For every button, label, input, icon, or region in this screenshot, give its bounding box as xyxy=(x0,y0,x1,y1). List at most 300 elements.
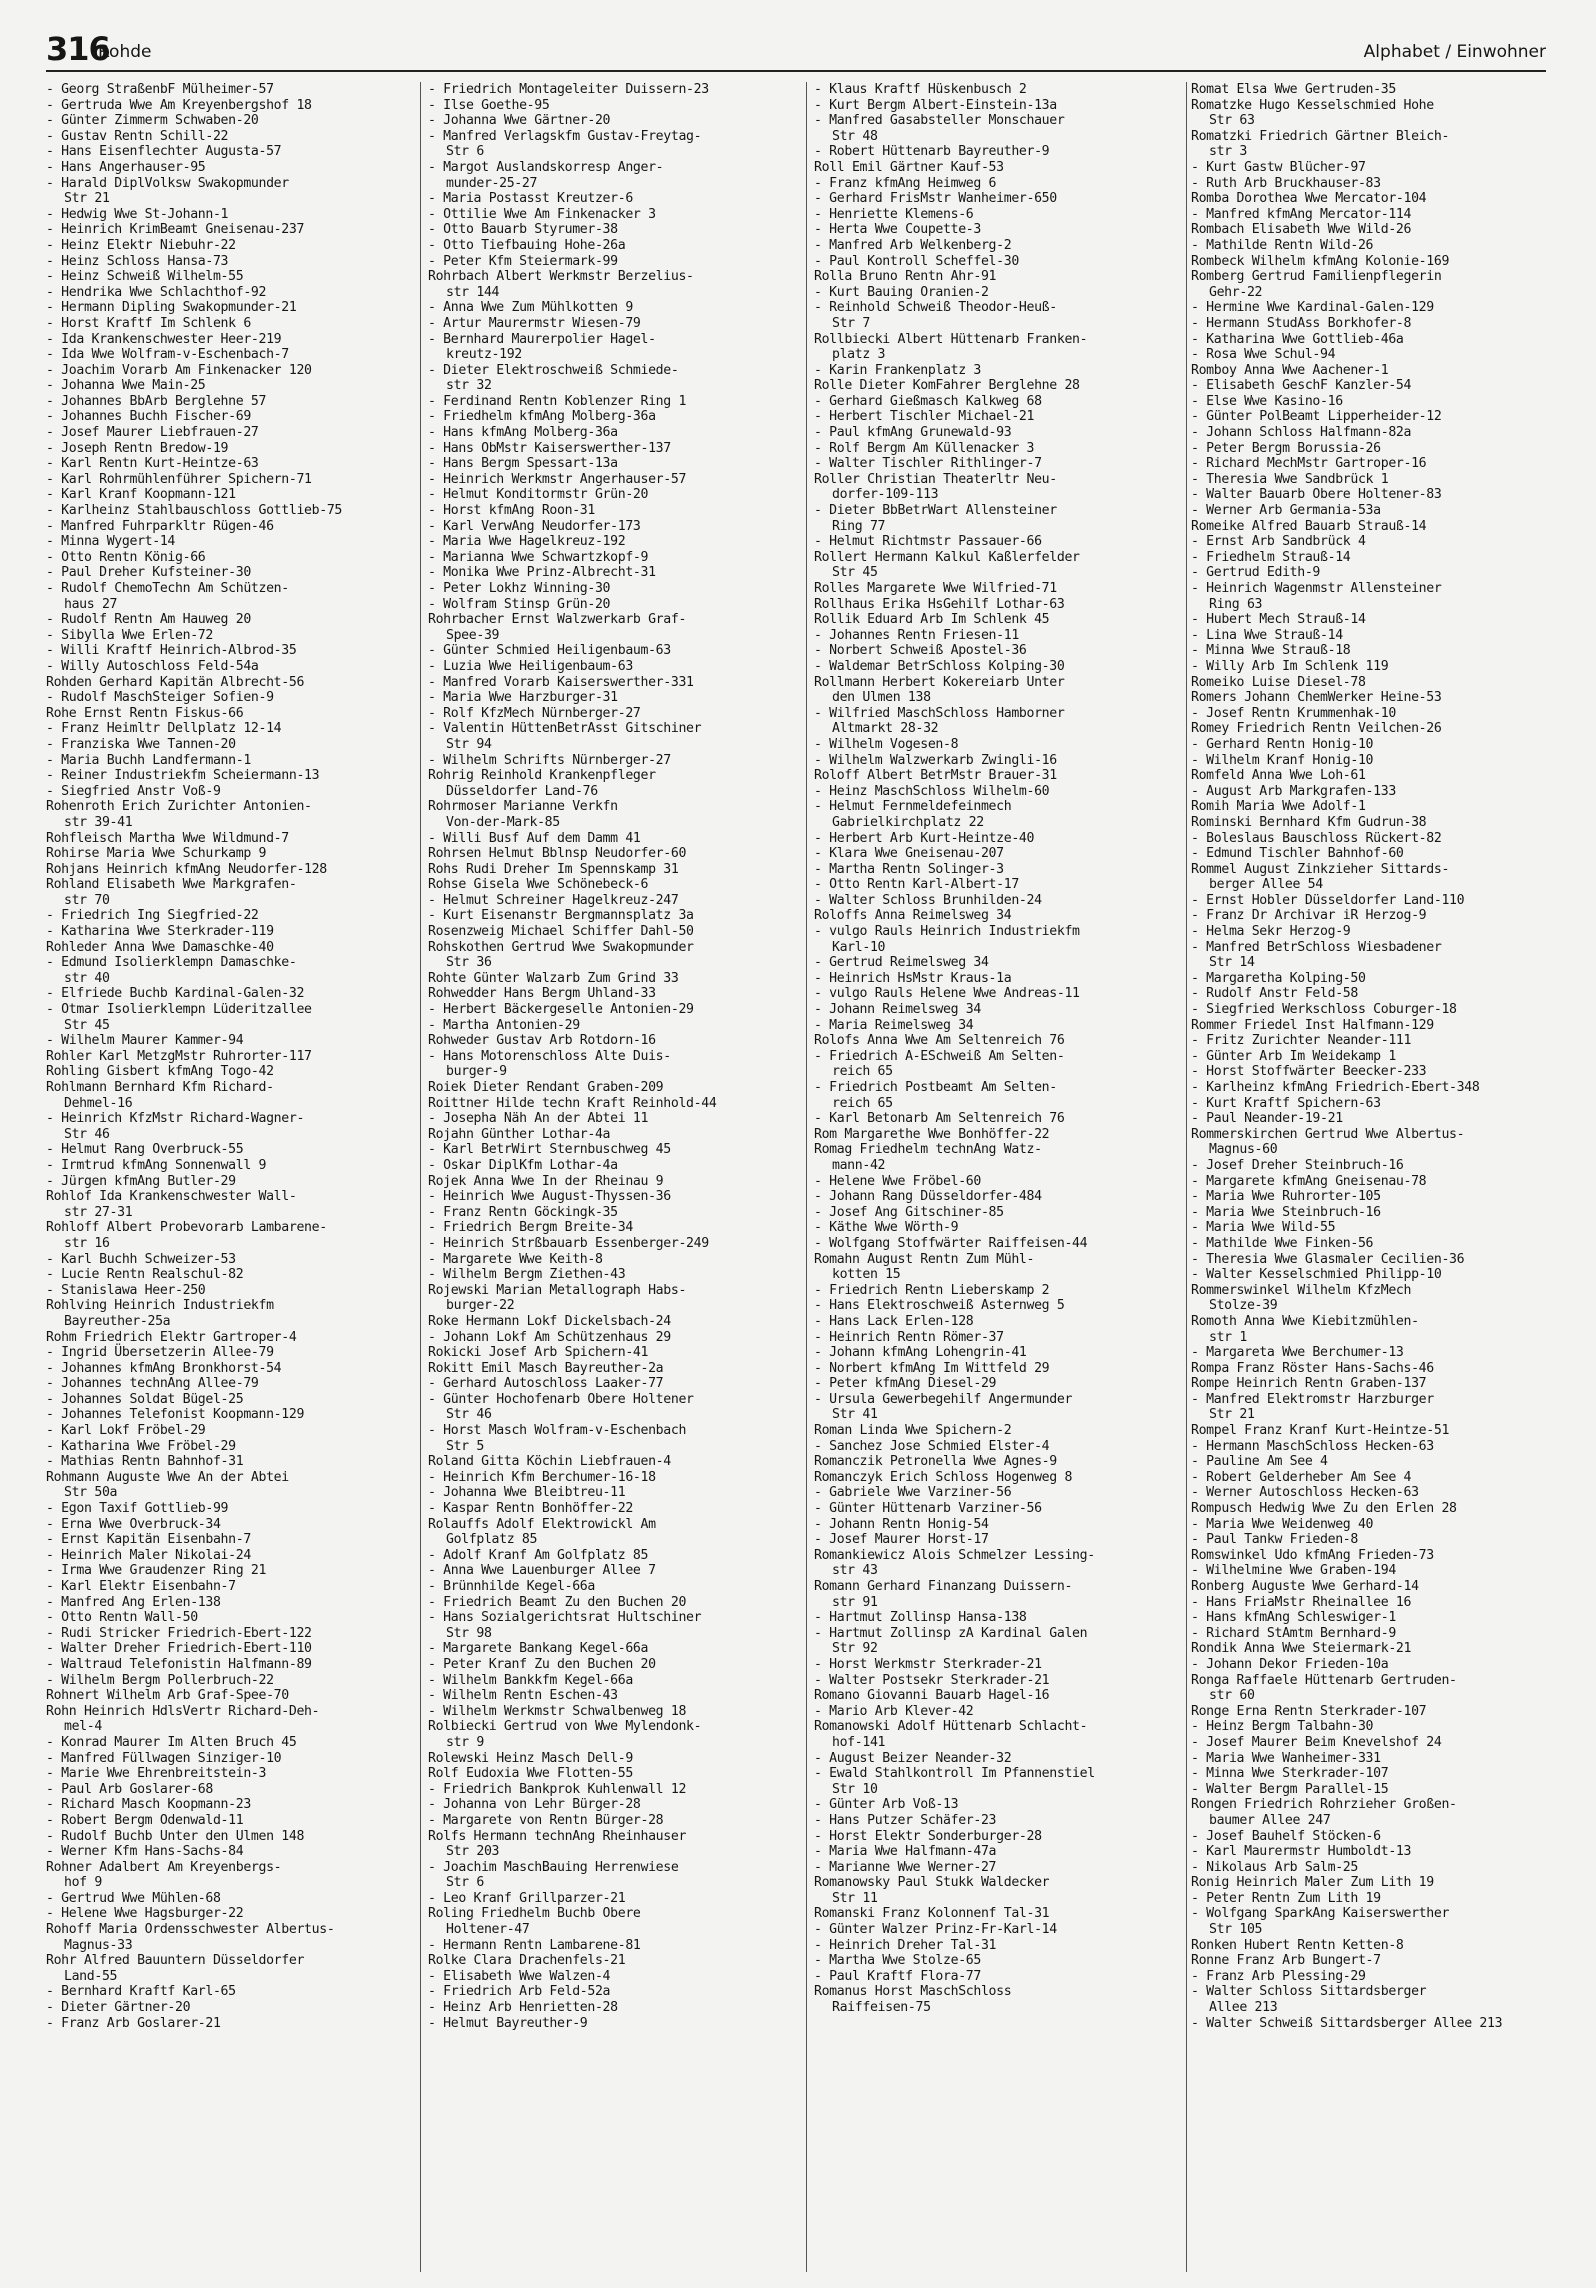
directory-entry xyxy=(46,487,416,503)
entry-line: Rohm Friedrich Elektr Gartroper-4 xyxy=(46,1329,297,1345)
directory-entry xyxy=(1191,332,1563,348)
directory-entry xyxy=(46,332,416,348)
entry-line: Rokitt Emil Masch Bayreuther-2a xyxy=(428,1360,664,1376)
entry-line: - Ernst Hobler Düsseldorfer Land-110 xyxy=(1191,892,1465,908)
entry-line: Romers Johann ChemWerker Heine-53 xyxy=(1191,690,1442,706)
entry-line: - Monika Wwe Prinz-Albrecht-31 xyxy=(428,565,656,581)
entry-line: Romberg Gertrud Familienpflegerin xyxy=(1191,269,1442,285)
directory-entry xyxy=(814,409,1184,425)
entry-line: Rominski Bernhard Kfm Gudrun-38 xyxy=(1191,814,1427,830)
entry-continuation: Str 94 xyxy=(446,736,492,752)
entry-line: - Friedhelm Strauß-14 xyxy=(1191,549,1351,565)
directory-entry xyxy=(46,1283,416,1299)
entry-line: - Hedwig Wwe St-Johann-1 xyxy=(46,206,229,222)
entry-line: - Maria Buchh Landfermann-1 xyxy=(46,752,251,768)
entry-line: Rohskothen Gertrud Wwe Swakopmunder xyxy=(428,939,694,955)
entry-line: - Irmtrud kfmAng Sonnenwall 9 xyxy=(46,1157,267,1173)
directory-entry xyxy=(428,565,798,581)
entry-line: - Richard StAmtm Bernhard-9 xyxy=(1191,1625,1396,1641)
entry-line: - Josef Dreher Steinbruch-16 xyxy=(1191,1157,1404,1173)
entry-continuation: Holtener-47 xyxy=(446,1922,530,1938)
entry-line: - Friedrich Arb Feld-52a xyxy=(428,1984,611,2000)
entry-line: - Ruth Arb Bruckhauser-83 xyxy=(1191,175,1381,191)
entry-line: - Elfriede Buchb Kardinal-Galen-32 xyxy=(46,986,305,1002)
entry-line: - Gerhard Rentn Honig-10 xyxy=(1191,736,1374,752)
entry-line: - August Arb Markgrafen-133 xyxy=(1191,783,1396,799)
directory-entry xyxy=(814,1345,1184,1361)
directory-entry xyxy=(46,316,416,332)
entry-line: - Luzia Wwe Heiligenbaum-63 xyxy=(428,658,633,674)
directory-entry xyxy=(428,394,798,410)
directory-entry xyxy=(1191,659,1563,675)
directory-entry xyxy=(1191,1766,1563,1782)
entry-continuation: Land-55 xyxy=(64,1968,118,1984)
entry-line: - Leo Kranf Grillparzer-21 xyxy=(428,1890,626,1906)
entry-line: - Peter Kfm Steiermark-99 xyxy=(428,253,618,269)
directory-entry xyxy=(814,1236,1184,1252)
directory-entry xyxy=(428,1158,798,1174)
directory-entry xyxy=(1191,1844,1563,1860)
directory-entry xyxy=(46,269,416,285)
entry-line: - Horst Stoffwärter Beecker-233 xyxy=(1191,1064,1427,1080)
entry-continuation: Gabrielkirchplatz 22 xyxy=(832,814,984,830)
entry-line: Rolofs Anna Wwe Am Seltenreich 76 xyxy=(814,1033,1065,1049)
entry-line: Rollik Eduard Arb Im Schlenk 45 xyxy=(814,612,1050,628)
directory-entry xyxy=(46,1189,416,1220)
directory-entry xyxy=(1191,706,1563,722)
directory-entry xyxy=(428,643,798,659)
directory-entry xyxy=(46,1922,416,1953)
directory-entry xyxy=(46,1423,416,1439)
column-divider xyxy=(806,82,807,2272)
directory-entry xyxy=(814,1314,1184,1330)
entry-line: - Kaspar Rentn Bonhöffer-22 xyxy=(428,1501,633,1517)
entry-line: - Theresia Wwe Glasmaler Cecilien-36 xyxy=(1191,1251,1465,1267)
directory-entry xyxy=(814,472,1184,503)
entry-line: - Anna Wwe Lauenburger Allee 7 xyxy=(428,1563,656,1579)
entry-line: - Heinrich Maler Nikolai-24 xyxy=(46,1547,251,1563)
entry-line: - Josef Maurer Liebfrauen-27 xyxy=(46,425,259,441)
entry-line: - Gerhard Autoschloss Laaker-77 xyxy=(428,1376,664,1392)
entry-line: - Heinz Elektr Niebuhr-22 xyxy=(46,237,236,253)
entry-continuation: Str 98 xyxy=(446,1625,492,1641)
directory-entry xyxy=(428,534,798,550)
directory-entry xyxy=(1191,862,1563,893)
entry-line: Rollert Hermann Kalkul Kaßlerfelder xyxy=(814,549,1080,565)
entry-line: Rohoff Maria Ordensschwester Albertus- xyxy=(46,1922,335,1938)
entry-line: - Günter Hüttenarb Varziner-56 xyxy=(814,1501,1042,1517)
directory-entry xyxy=(1191,815,1563,831)
entry-line: Romatzke Hugo Kesselschmied Hohe xyxy=(1191,97,1434,113)
entry-line: - Käthe Wwe Wörth-9 xyxy=(814,1220,959,1236)
entry-line: Romey Friedrich Rentn Veilchen-26 xyxy=(1191,721,1442,737)
directory-entry xyxy=(46,144,416,160)
entry-line: - Fritz Zurichter Neander-111 xyxy=(1191,1033,1412,1049)
directory-entry xyxy=(46,1813,416,1829)
entry-line: Rohrmoser Marianne Verkfn xyxy=(428,799,618,815)
directory-entry xyxy=(46,534,416,550)
directory-entry xyxy=(1191,1392,1563,1423)
directory-entry xyxy=(46,1267,416,1283)
directory-entry xyxy=(46,98,416,114)
directory-entry xyxy=(428,706,798,722)
directory-entry xyxy=(814,1751,1184,1767)
directory-entry xyxy=(1191,300,1563,316)
entry-line: Romfeld Anna Wwe Loh-61 xyxy=(1191,768,1366,784)
entry-line: - Norbert Schweiß Apostel-36 xyxy=(814,643,1027,659)
directory-entry xyxy=(1191,1751,1563,1767)
directory-entry xyxy=(428,207,798,223)
entry-line: - Josef Rentn Krummenhak-10 xyxy=(1191,705,1396,721)
directory-entry xyxy=(428,986,798,1002)
directory-entry xyxy=(46,1517,416,1533)
directory-entry xyxy=(46,1860,416,1891)
directory-entry xyxy=(1191,441,1563,457)
entry-line: - Rudolf ChemoTechn Am Schützen- xyxy=(46,581,289,596)
entry-line: - Herbert Bäckergeselle Antonien-29 xyxy=(428,1002,694,1018)
entry-line: Rojek Anna Wwe In der Rheinau 9 xyxy=(428,1173,664,1189)
entry-line: - Oskar DiplKfm Lothar-4a xyxy=(428,1157,618,1173)
entry-continuation: haus 27 xyxy=(64,596,118,612)
entry-continuation: str 27-31 xyxy=(64,1204,133,1220)
directory-entry xyxy=(814,441,1184,457)
entry-line: - Peter Bergm Borussia-26 xyxy=(1191,440,1381,456)
entry-line: - Otto Rentn Wall-50 xyxy=(46,1610,198,1626)
entry-line: - Maria Wwe Harzburger-31 xyxy=(428,690,618,706)
directory-entry xyxy=(1191,1969,1563,1985)
directory-entry xyxy=(428,98,798,114)
entry-line: Roland Gitta Köchin Liebfrauen-4 xyxy=(428,1454,671,1470)
entry-line: - Joachim MaschBauing Herrenwiese xyxy=(428,1859,679,1875)
directory-entry xyxy=(814,534,1184,550)
entry-line: - Otto Tiefbauing Hohe-26a xyxy=(428,237,626,253)
directory-entry xyxy=(1191,986,1563,1002)
entry-line: - Wolfram Stinsp Grün-20 xyxy=(428,596,611,612)
entry-line: - Rosa Wwe Schul-94 xyxy=(1191,347,1336,363)
entry-line: - Karl Buchh Schweizer-53 xyxy=(46,1251,236,1267)
entry-line: - Rolf Bergm Am Küllenacker 3 xyxy=(814,440,1035,456)
entry-line: - Siegfried Anstr Voß-9 xyxy=(46,783,221,799)
running-head: Rohde xyxy=(98,42,152,62)
directory-entry xyxy=(1191,238,1563,254)
directory-entry xyxy=(1191,1548,1563,1564)
entry-line: - Werner Arb Germania-53a xyxy=(1191,503,1381,519)
directory-entry xyxy=(428,659,798,675)
entry-line: - Willy Autoschloss Feld-54a xyxy=(46,658,259,674)
directory-entry xyxy=(46,784,416,800)
directory-entry xyxy=(428,1189,798,1205)
directory-entry xyxy=(1191,1376,1563,1392)
entry-line: - Hans Putzer Schäfer-23 xyxy=(814,1812,997,1828)
directory-entry xyxy=(428,472,798,488)
directory-entry xyxy=(428,1314,798,1330)
entry-line: - Rudi Stricker Friedrich-Ebert-122 xyxy=(46,1625,312,1641)
entry-line: - Maria Reimelsweg 34 xyxy=(814,1017,974,1033)
directory-entry xyxy=(428,160,798,191)
directory-entry xyxy=(428,1002,798,1018)
entry-line: - Gerhard FrisMstr Wanheimer-650 xyxy=(814,191,1057,207)
directory-column-2 xyxy=(428,82,798,2272)
directory-entry xyxy=(428,612,798,643)
entry-line: - Katharina Wwe Gottlieb-46a xyxy=(1191,331,1404,347)
entry-line: - Klara Wwe Gneisenau-207 xyxy=(814,846,1004,862)
entry-line: - Walter Schloss Brunhilden-24 xyxy=(814,892,1042,908)
entry-line: - Friedrich A-ESchweiß Am Selten- xyxy=(814,1048,1065,1064)
directory-entry xyxy=(46,1174,416,1190)
directory-entry xyxy=(428,690,798,706)
directory-entry xyxy=(428,503,798,519)
directory-column-1 xyxy=(46,82,416,2272)
directory-entry xyxy=(428,1657,798,1673)
entry-line: Rohrsen Helmut Bblnsp Neudorfer-60 xyxy=(428,846,687,862)
entry-line: - Manfred Elektromstr Harzburger xyxy=(1191,1391,1434,1407)
entry-line: - Otto Rentn Karl-Albert-17 xyxy=(814,877,1019,893)
directory-entry xyxy=(1191,534,1563,550)
directory-entry xyxy=(814,1579,1184,1610)
directory-entry xyxy=(46,1252,416,1268)
entry-line: - Johanna Wwe Main-25 xyxy=(46,378,206,394)
directory-entry xyxy=(1191,2016,1563,2032)
entry-line: Rolf Eudoxia Wwe Flotten-55 xyxy=(428,1766,633,1782)
directory-entry xyxy=(46,1751,416,1767)
entry-line: - vulgo Rauls Helene Wwe Andreas-11 xyxy=(814,986,1080,1002)
directory-entry xyxy=(814,1906,1184,1922)
directory-entry xyxy=(428,1517,798,1548)
directory-entry xyxy=(1191,1049,1563,1065)
directory-entry xyxy=(814,1797,1184,1813)
directory-entry xyxy=(428,550,798,566)
entry-line: - Horst Werkmstr Sterkrader-21 xyxy=(814,1656,1042,1672)
directory-entry xyxy=(46,1953,416,1984)
entry-continuation: str 40 xyxy=(64,970,110,986)
entry-continuation: Spee-39 xyxy=(446,627,500,643)
entry-line: Rohn Heinrich HdlsVertr Richard-Deh- xyxy=(46,1703,320,1719)
directory-entry xyxy=(1191,1174,1563,1190)
directory-entry xyxy=(1191,721,1563,737)
entry-continuation: reich 65 xyxy=(832,1095,893,1111)
directory-entry xyxy=(1191,222,1563,238)
entry-line: - Heinz Schloss Hansa-73 xyxy=(46,253,229,269)
directory-entry xyxy=(1191,269,1563,300)
directory-entry xyxy=(1191,1111,1563,1127)
directory-entry xyxy=(1191,675,1563,691)
entry-line: - Bernhard Kraftf Karl-65 xyxy=(46,1984,236,2000)
directory-entry xyxy=(46,1064,416,1080)
entry-line: - Paul kfmAng Grunewald-93 xyxy=(814,425,1012,441)
entry-line: Ronge Erna Rentn Sterkrader-107 xyxy=(1191,1703,1427,1719)
entry-line: Roittner Hilde techn Kraft Reinhold-44 xyxy=(428,1095,717,1111)
directory-entry xyxy=(1191,519,1563,535)
entry-line: Rohlmann Bernhard Kfm Richard- xyxy=(46,1080,274,1095)
directory-entry xyxy=(428,1595,798,1611)
entry-line: - Heinrich Rentn Römer-37 xyxy=(814,1329,1004,1345)
directory-entry xyxy=(1191,1158,1563,1174)
directory-entry xyxy=(428,799,798,830)
directory-entry xyxy=(1191,1610,1563,1626)
directory-entry xyxy=(1191,753,1563,769)
entry-line: - Johann Lokf Am Schützenhaus 29 xyxy=(428,1329,671,1345)
directory-entry xyxy=(1191,1189,1563,1205)
entry-line: - Herta Wwe Coupette-3 xyxy=(814,222,981,238)
directory-entry xyxy=(46,768,416,784)
entry-line: - Dieter Gärtner-20 xyxy=(46,2000,191,2016)
directory-entry xyxy=(1191,1657,1563,1673)
directory-entry xyxy=(428,1969,798,1985)
entry-line: - Hermine Wwe Kardinal-Galen-129 xyxy=(1191,300,1434,316)
entry-line: Rompe Heinrich Rentn Graben-137 xyxy=(1191,1376,1427,1392)
entry-line: - Helene Wwe Hagsburger-22 xyxy=(46,1906,244,1922)
directory-entry xyxy=(46,1626,416,1642)
directory-entry xyxy=(46,378,416,394)
directory-entry xyxy=(1191,1220,1563,1236)
entry-line: - Johann Dekor Frieden-10a xyxy=(1191,1656,1389,1672)
directory-entry xyxy=(46,394,416,410)
entry-line: - Lucie Rentn Realschul-82 xyxy=(46,1267,244,1283)
directory-entry xyxy=(814,1376,1184,1392)
entry-line: - Johann Schloss Halfmann-82a xyxy=(1191,425,1412,441)
entry-line: - Martha Wwe Stolze-65 xyxy=(814,1953,981,1969)
entry-line: - Hans Elektroschweiß Asternweg 5 xyxy=(814,1298,1065,1314)
directory-entry xyxy=(46,2000,416,2016)
directory-entry xyxy=(814,503,1184,534)
directory-entry xyxy=(1191,363,1563,379)
directory-entry xyxy=(46,82,416,98)
entry-line: - Johann Reimelsweg 34 xyxy=(814,1002,981,1018)
entry-continuation: den Ulmen 138 xyxy=(832,690,931,706)
entry-line: - Elisabeth GeschF Kanzler-54 xyxy=(1191,378,1412,394)
directory-entry xyxy=(1191,456,1563,472)
entry-line: - Ursula Gewerbegehilf Angermunder xyxy=(814,1391,1073,1407)
entry-line: Rosenzweig Michael Schiffer Dahl-50 xyxy=(428,924,694,940)
entry-continuation: Allee 213 xyxy=(1209,2000,1278,2016)
directory-entry xyxy=(428,1797,798,1813)
entry-continuation: Bayreuther-25a xyxy=(64,1313,171,1329)
directory-entry xyxy=(428,877,798,893)
entry-line: - Paul Neander-19-21 xyxy=(1191,1111,1343,1127)
entry-line: - Werner Autoschloss Hecken-63 xyxy=(1191,1485,1419,1501)
directory-entry xyxy=(428,1641,798,1657)
directory-entry xyxy=(814,1361,1184,1377)
directory-entry xyxy=(814,1033,1184,1049)
directory-entry xyxy=(46,1392,416,1408)
entry-line: - Joseph Rentn Bredow-19 xyxy=(46,440,229,456)
entry-line: Rollhaus Erika HsGehilf Lothar-63 xyxy=(814,596,1065,612)
directory-entry xyxy=(1191,971,1563,987)
directory-entry xyxy=(428,1953,798,1969)
directory-entry xyxy=(428,831,798,847)
directory-entry xyxy=(814,643,1184,659)
page-header xyxy=(46,30,1546,72)
entry-line: Rohden Gerhard Kapitän Albrecht-56 xyxy=(46,674,305,690)
directory-entry xyxy=(1191,1517,1563,1533)
entry-line: Romboy Anna Wwe Aachener-1 xyxy=(1191,362,1389,378)
directory-entry xyxy=(1191,612,1563,628)
entry-line: - Karl Betonarb Am Seltenreich 76 xyxy=(814,1111,1065,1127)
entry-line: - Otto Rentn König-66 xyxy=(46,549,206,565)
entry-line: Rohenroth Erich Zurichter Antonien- xyxy=(46,799,312,815)
directory-entry xyxy=(1191,254,1563,270)
entry-line: - Mathilde Wwe Finken-56 xyxy=(1191,1235,1374,1251)
directory-entry xyxy=(46,160,416,176)
directory-entry xyxy=(814,971,1184,987)
directory-entry xyxy=(46,550,416,566)
entry-line: - Walter Schweiß Sittardsberger Allee 213 xyxy=(1191,2015,1503,2031)
directory-entry xyxy=(428,1252,798,1268)
directory-entry xyxy=(428,1704,798,1720)
entry-line: Rompel Franz Kranf Kurt-Heintze-51 xyxy=(1191,1423,1450,1439)
directory-entry xyxy=(428,1782,798,1798)
entry-line: - Maria Wwe Wanheimer-331 xyxy=(1191,1750,1381,1766)
directory-entry xyxy=(46,924,416,940)
directory-entry xyxy=(428,487,798,503)
entry-line: - Günter Hochofenarb Obere Holtener xyxy=(428,1391,694,1407)
directory-column-4 xyxy=(1191,82,1563,2272)
directory-entry xyxy=(814,1283,1184,1299)
entry-line: Romano Giovanni Bauarb Hagel-16 xyxy=(814,1688,1050,1704)
directory-columns xyxy=(46,82,1556,2272)
entry-line: - Karlheinz kfmAng Friedrich-Ebert-348 xyxy=(1191,1080,1480,1095)
directory-entry xyxy=(46,1548,416,1564)
entry-continuation: Ring 77 xyxy=(832,518,886,534)
entry-line: - Anna Wwe Zum Mühlkotten 9 xyxy=(428,300,633,316)
entry-line: - Helma Sekr Herzog-9 xyxy=(1191,924,1351,940)
directory-entry xyxy=(1191,316,1563,332)
entry-line: Ronga Raffaele Hüttenarb Gertruden- xyxy=(1191,1672,1457,1688)
entry-line: Rommel August Zinkzieher Sittards- xyxy=(1191,861,1450,877)
directory-entry xyxy=(46,2016,416,2032)
directory-entry xyxy=(1191,1236,1563,1252)
entry-line: - Manfred Vorarb Kaiserswerther-331 xyxy=(428,674,694,690)
directory-entry xyxy=(428,1267,798,1283)
entry-line: - Kurt Gastw Blücher-97 xyxy=(1191,159,1366,175)
directory-entry xyxy=(1191,1673,1563,1704)
entry-continuation: Str 46 xyxy=(446,1407,492,1423)
entry-line: - Kurt Kraftf Spichern-63 xyxy=(1191,1095,1381,1111)
entry-line: - Friedrich Bankprok Kuhlenwall 12 xyxy=(428,1781,687,1797)
directory-entry xyxy=(428,1548,798,1564)
directory-entry xyxy=(814,332,1184,363)
directory-entry xyxy=(428,222,798,238)
entry-line: - Franz Arb Goslarer-21 xyxy=(46,2015,221,2031)
directory-entry xyxy=(814,768,1184,784)
directory-entry xyxy=(428,1018,798,1034)
entry-line: - Johann kfmAng Lohengrin-41 xyxy=(814,1345,1027,1361)
entry-line: Roling Friedhelm Buchb Obere xyxy=(428,1906,641,1922)
entry-line: - Edmund Tischler Bahnhof-60 xyxy=(1191,846,1404,862)
entry-continuation: str 9 xyxy=(446,1734,484,1750)
entry-continuation: Str 50a xyxy=(64,1485,118,1501)
directory-entry xyxy=(428,597,798,613)
directory-entry xyxy=(814,831,1184,847)
directory-entry xyxy=(46,129,416,145)
directory-entry xyxy=(46,1345,416,1361)
directory-entry xyxy=(814,207,1184,223)
entry-line: - Karl Lokf Fröbel-29 xyxy=(46,1423,206,1439)
entry-line: - Franz kfmAng Heimweg 6 xyxy=(814,175,997,191)
directory-entry xyxy=(428,300,798,316)
entry-line: - Franz Rentn Göckingk-35 xyxy=(428,1204,618,1220)
entry-line: - Josef Bauhelf Stöcken-6 xyxy=(1191,1828,1381,1844)
directory-entry xyxy=(428,113,798,129)
directory-entry xyxy=(1191,1064,1563,1080)
entry-continuation: Magnus-60 xyxy=(1209,1142,1278,1158)
directory-entry xyxy=(814,1439,1184,1455)
entry-line: Rondik Anna Wwe Steiermark-21 xyxy=(1191,1641,1412,1657)
directory-entry xyxy=(428,893,798,909)
entry-line: - Herbert Arb Kurt-Heintze-40 xyxy=(814,830,1035,846)
directory-entry xyxy=(46,1330,416,1346)
directory-entry xyxy=(1191,1267,1563,1283)
